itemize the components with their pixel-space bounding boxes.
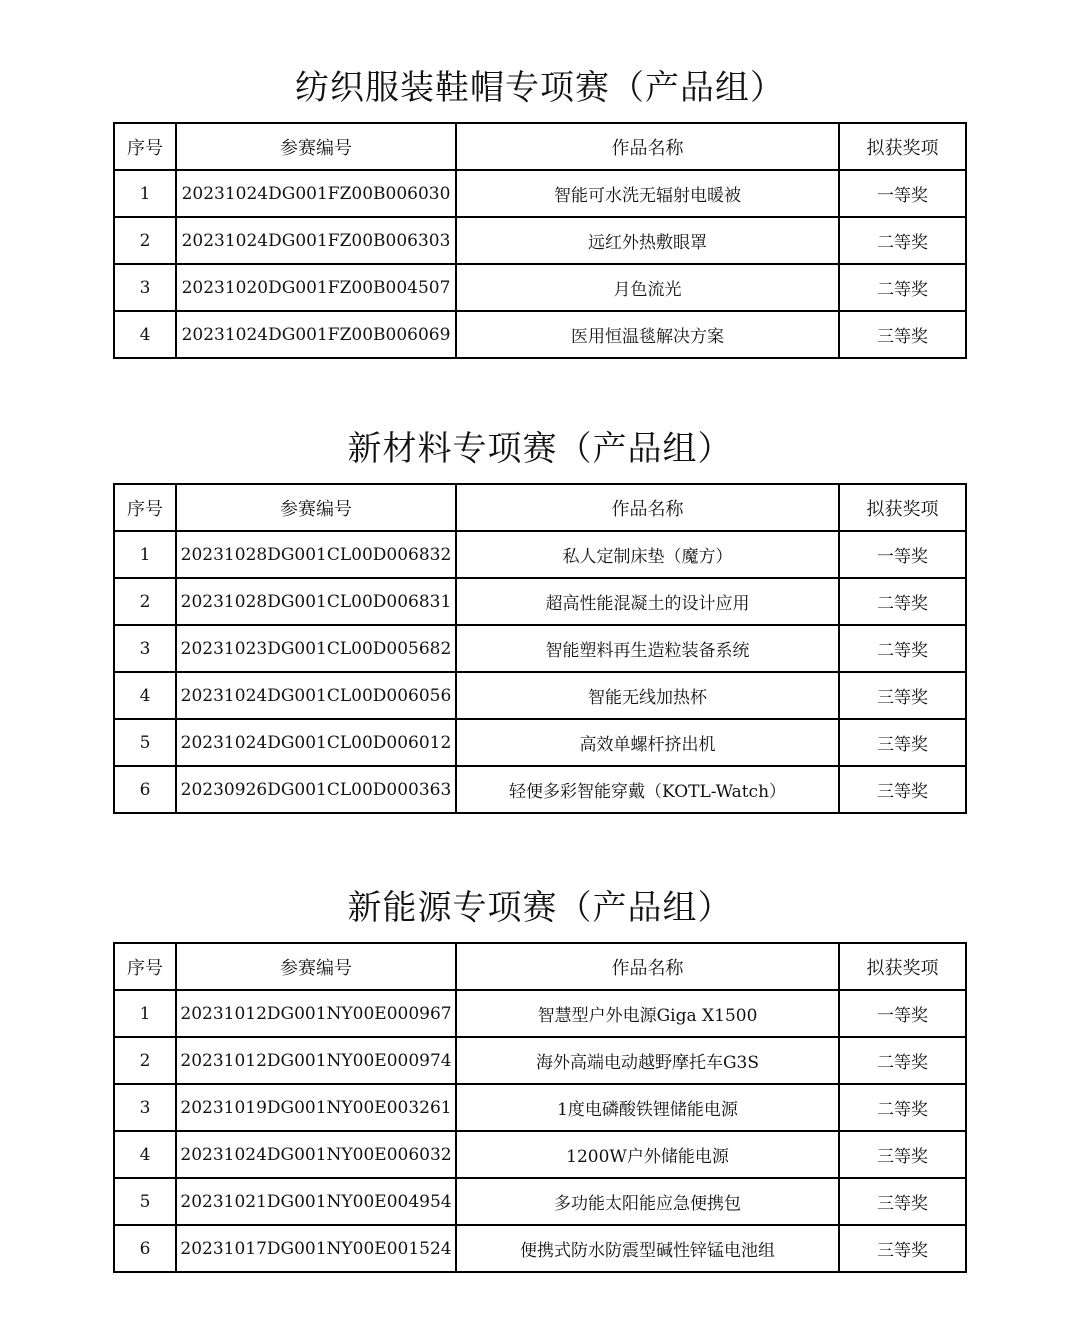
cell-name: 智能可水洗无辐射电暖被: [456, 170, 839, 217]
table-row: [114, 990, 966, 1037]
cell-no: 2: [114, 1037, 176, 1084]
table-header-row: [114, 484, 966, 531]
cell-no: 1: [114, 531, 176, 578]
table-row: [114, 766, 966, 813]
cell-code: 20231024DG001CL00D006012: [176, 719, 456, 766]
cell-no: 3: [114, 264, 176, 311]
table-header-row: [114, 943, 966, 990]
cell-award: 二等奖: [839, 625, 966, 672]
cell-code: 20231024DG001FZ00B006303: [176, 217, 456, 264]
section-title-textile: 纺织服装鞋帽专项赛（产品组）: [295, 68, 785, 108]
table-row: [114, 264, 966, 311]
cell-name: 便携式防水防震型碱性锌锰电池组: [456, 1225, 839, 1272]
table-row: [114, 1084, 966, 1131]
cell-name: 1200W户外储能电源: [456, 1131, 839, 1178]
table-row: [114, 170, 966, 217]
cell-award: 一等奖: [839, 990, 966, 1037]
cell-award: 三等奖: [839, 311, 966, 358]
cell-code: 20231020DG001FZ00B004507: [176, 264, 456, 311]
cell-code: 20231017DG001NY00E001524: [176, 1225, 456, 1272]
header-code: 参赛编号: [176, 484, 456, 531]
cell-code: 20230926DG001CL00D000363: [176, 766, 456, 813]
header-no: 序号: [114, 484, 176, 531]
header-code: 参赛编号: [176, 943, 456, 990]
cell-code: 20231024DG001CL00D006056: [176, 672, 456, 719]
award-table-energy: [113, 942, 967, 1273]
cell-code: 20231028DG001CL00D006831: [176, 578, 456, 625]
cell-code: 20231024DG001NY00E006032: [176, 1131, 456, 1178]
award-table-textile: [113, 122, 967, 359]
header-name: 作品名称: [456, 484, 839, 531]
cell-name: 高效单螺杆挤出机: [456, 719, 839, 766]
table-row: [114, 625, 966, 672]
cell-name: 超高性能混凝土的设计应用: [456, 578, 839, 625]
section-title-materials: 新材料专项赛（产品组）: [347, 429, 733, 469]
cell-name: 医用恒温毯解决方案: [456, 311, 839, 358]
table-row: [114, 672, 966, 719]
cell-name: 轻便多彩智能穿戴（KOTL-Watch）: [456, 766, 839, 813]
cell-award: 一等奖: [839, 531, 966, 578]
cell-award: 二等奖: [839, 264, 966, 311]
cell-no: 3: [114, 1084, 176, 1131]
cell-no: 1: [114, 990, 176, 1037]
cell-award: 二等奖: [839, 1037, 966, 1084]
table-row: [114, 1225, 966, 1272]
header-name: 作品名称: [456, 123, 839, 170]
header-code: 参赛编号: [176, 123, 456, 170]
cell-no: 5: [114, 719, 176, 766]
cell-code: 20231024DG001FZ00B006069: [176, 311, 456, 358]
cell-name: 智慧型户外电源Giga X1500: [456, 990, 839, 1037]
cell-award: 三等奖: [839, 1131, 966, 1178]
cell-award: 二等奖: [839, 1084, 966, 1131]
table-row: [114, 311, 966, 358]
cell-name: 智能无线加热杯: [456, 672, 839, 719]
cell-name: 1度电磷酸铁锂储能电源: [456, 1084, 839, 1131]
table-row: [114, 531, 966, 578]
cell-no: 4: [114, 672, 176, 719]
cell-code: 20231012DG001NY00E000967: [176, 990, 456, 1037]
cell-award: 三等奖: [839, 719, 966, 766]
cell-no: 6: [114, 1225, 176, 1272]
cell-no: 4: [114, 1131, 176, 1178]
header-award: 拟获奖项: [839, 484, 966, 531]
cell-award: 一等奖: [839, 170, 966, 217]
cell-name: 海外高端电动越野摩托车G3S: [456, 1037, 839, 1084]
header-no: 序号: [114, 943, 176, 990]
cell-award: 二等奖: [839, 578, 966, 625]
cell-no: 4: [114, 311, 176, 358]
cell-code: 20231019DG001NY00E003261: [176, 1084, 456, 1131]
cell-award: 三等奖: [839, 766, 966, 813]
header-no: 序号: [114, 123, 176, 170]
cell-name: 私人定制床垫（魔方）: [456, 531, 839, 578]
cell-no: 6: [114, 766, 176, 813]
cell-award: 二等奖: [839, 217, 966, 264]
header-award: 拟获奖项: [839, 943, 966, 990]
cell-no: 2: [114, 578, 176, 625]
cell-name: 月色流光: [456, 264, 839, 311]
cell-award: 三等奖: [839, 1225, 966, 1272]
cell-code: 20231021DG001NY00E004954: [176, 1178, 456, 1225]
cell-code: 20231023DG001CL00D005682: [176, 625, 456, 672]
table-row: [114, 719, 966, 766]
header-award: 拟获奖项: [839, 123, 966, 170]
cell-code: 20231012DG001NY00E000974: [176, 1037, 456, 1084]
table-header-row: [114, 123, 966, 170]
cell-code: 20231028DG001CL00D006832: [176, 531, 456, 578]
table-row: [114, 578, 966, 625]
award-table-materials: [113, 483, 967, 814]
table-row: [114, 1178, 966, 1225]
table-row: [114, 1037, 966, 1084]
header-name: 作品名称: [456, 943, 839, 990]
cell-name: 远红外热敷眼罩: [456, 217, 839, 264]
cell-no: 5: [114, 1178, 176, 1225]
section-title-energy: 新能源专项赛（产品组）: [347, 888, 733, 928]
cell-no: 3: [114, 625, 176, 672]
table-row: [114, 1131, 966, 1178]
cell-name: 多功能太阳能应急便携包: [456, 1178, 839, 1225]
cell-award: 三等奖: [839, 672, 966, 719]
cell-award: 三等奖: [839, 1178, 966, 1225]
cell-no: 2: [114, 217, 176, 264]
cell-name: 智能塑料再生造粒装备系统: [456, 625, 839, 672]
table-row: [114, 217, 966, 264]
cell-no: 1: [114, 170, 176, 217]
cell-code: 20231024DG001FZ00B006030: [176, 170, 456, 217]
